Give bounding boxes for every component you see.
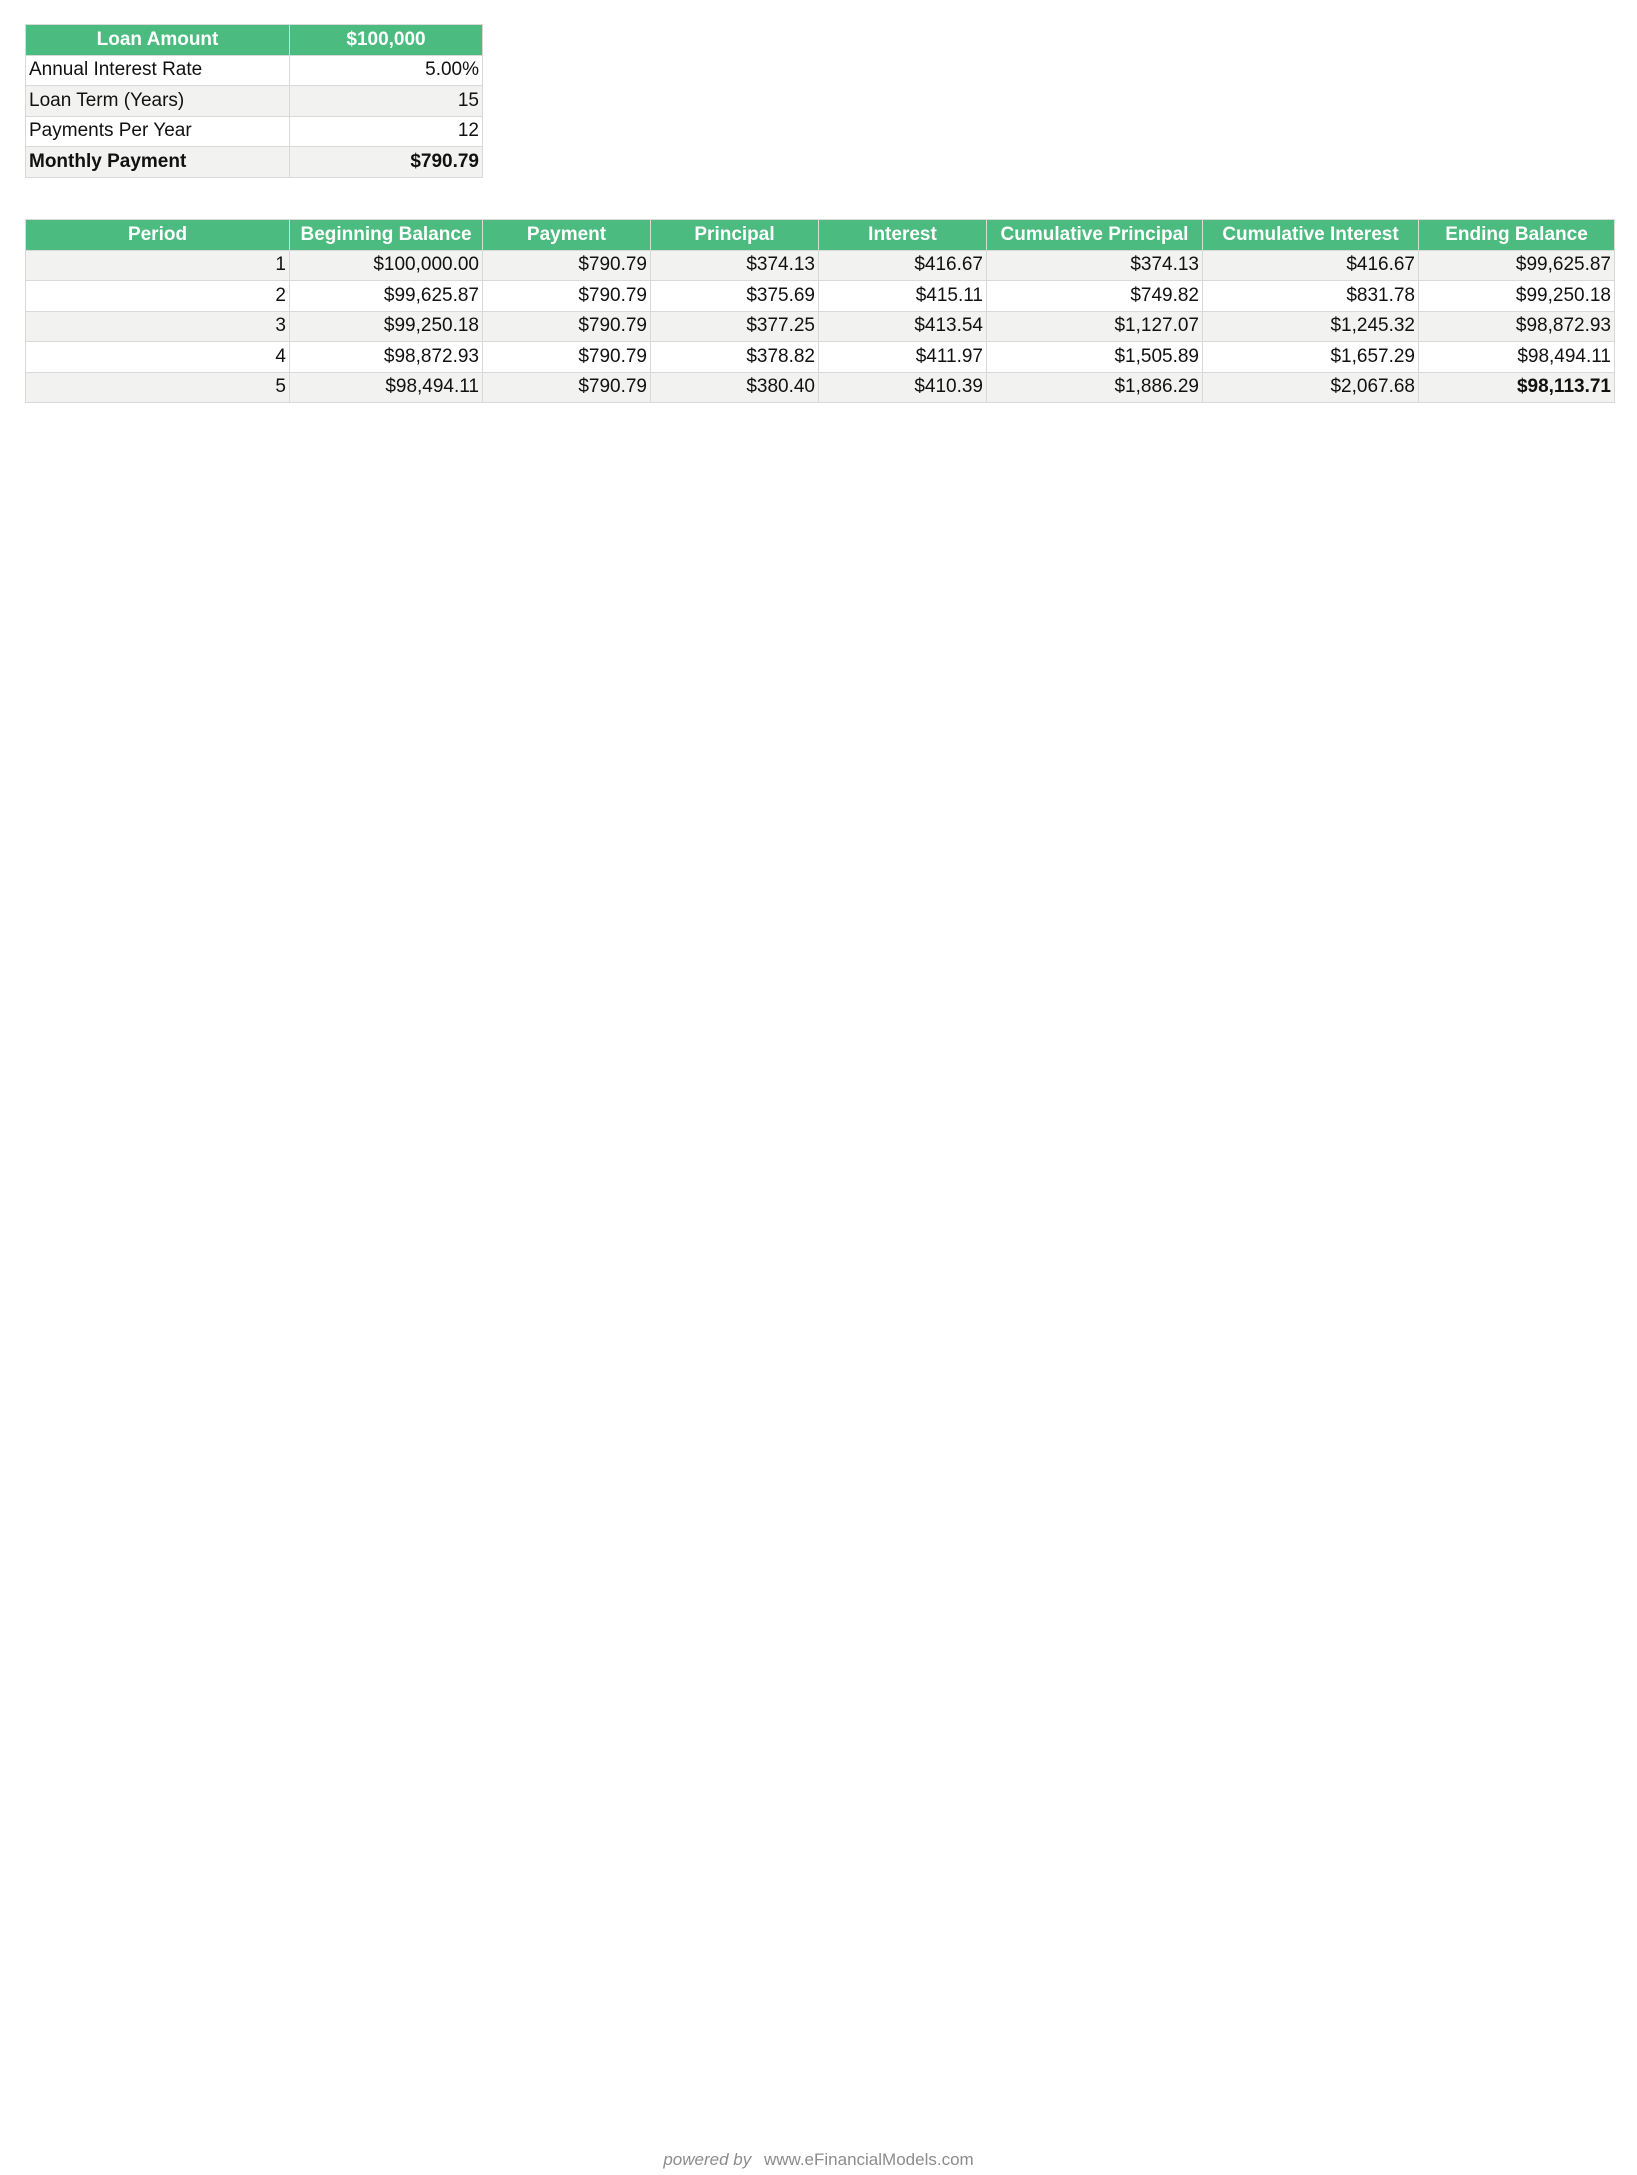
cumulative-interest-cell[interactable]: $1,245.32 [1203,311,1419,342]
schedule-header-row [26,220,1615,251]
cumulative-principal-cell[interactable]: $1,886.29 [987,372,1203,403]
period-cell[interactable]: 3 [26,311,290,342]
table-row [26,281,1615,312]
summary-row-payments-per-year [26,116,483,147]
summary-row-monthly-payment [26,147,483,178]
cumulative-principal-cell[interactable]: $1,127.07 [987,311,1203,342]
beginning-balance-cell[interactable]: $99,250.18 [290,311,483,342]
table-row [26,311,1615,342]
cumulative-interest-cell[interactable]: $2,067.68 [1203,372,1419,403]
interest-cell[interactable]: $413.54 [819,311,987,342]
column-header-payment[interactable]: Payment [483,220,651,251]
payment-cell[interactable]: $790.79 [483,372,651,403]
cumulative-principal-cell[interactable]: $749.82 [987,281,1203,312]
summary-row-interest-rate [26,55,483,86]
ending-balance-cell[interactable]: $99,625.87 [1419,250,1615,281]
loan-term-value[interactable]: 15 [290,86,483,117]
site-url-text: www.eFinancialModels.com [763,2150,974,2169]
interest-cell[interactable]: $411.97 [819,342,987,373]
interest-cell[interactable]: $410.39 [819,372,987,403]
column-header-cumulative-principal[interactable]: Cumulative Principal [987,220,1203,251]
interest-rate-label[interactable]: Annual Interest Rate [26,55,290,86]
column-header-period[interactable]: Period [26,220,290,251]
beginning-balance-cell[interactable]: $98,872.93 [290,342,483,373]
interest-rate-value[interactable]: 5.00% [290,55,483,86]
column-header-interest[interactable]: Interest [819,220,987,251]
column-header-principal[interactable]: Principal [651,220,819,251]
beginning-balance-cell[interactable]: $100,000.00 [290,250,483,281]
principal-cell[interactable]: $374.13 [651,250,819,281]
beginning-balance-cell[interactable]: $99,625.87 [290,281,483,312]
cumulative-principal-cell[interactable]: $1,505.89 [987,342,1203,373]
column-header-beginning-balance[interactable]: Beginning Balance [290,220,483,251]
principal-cell[interactable]: $375.69 [651,281,819,312]
monthly-payment-label[interactable]: Monthly Payment [26,147,290,178]
table-row [26,250,1615,281]
loan-term-label[interactable]: Loan Term (Years) [26,86,290,117]
ending-balance-cell[interactable]: $98,494.11 [1419,342,1615,373]
ending-balance-cell[interactable]: $98,872.93 [1419,311,1615,342]
ending-balance-cell[interactable]: $99,250.18 [1419,281,1615,312]
table-row [26,372,1615,403]
cumulative-interest-cell[interactable]: $831.78 [1203,281,1419,312]
principal-cell[interactable]: $378.82 [651,342,819,373]
principal-cell[interactable]: $380.40 [651,372,819,403]
interest-cell[interactable]: $415.11 [819,281,987,312]
principal-cell[interactable]: $377.25 [651,311,819,342]
period-cell[interactable]: 1 [26,250,290,281]
payment-cell[interactable]: $790.79 [483,342,651,373]
loan-amount-label[interactable]: Loan Amount [26,25,290,56]
summary-row-loan-term [26,86,483,117]
page-footer [0,2150,1637,2170]
cumulative-interest-cell[interactable]: $416.67 [1203,250,1419,281]
beginning-balance-cell[interactable]: $98,494.11 [290,372,483,403]
loan-amount-value[interactable]: $100,000 [290,25,483,56]
period-cell[interactable]: 5 [26,372,290,403]
payments-per-year-label[interactable]: Payments Per Year [26,116,290,147]
column-header-ending-balance[interactable]: Ending Balance [1419,220,1615,251]
cumulative-interest-cell[interactable]: $1,657.29 [1203,342,1419,373]
monthly-payment-value[interactable]: $790.79 [290,147,483,178]
payment-cell[interactable]: $790.79 [483,281,651,312]
amortization-schedule-table [25,219,1615,403]
powered-by-text: powered by [663,2150,752,2169]
cumulative-principal-cell[interactable]: $374.13 [987,250,1203,281]
payment-cell[interactable]: $790.79 [483,311,651,342]
column-header-cumulative-interest[interactable]: Cumulative Interest [1203,220,1419,251]
table-row [26,342,1615,373]
period-cell[interactable]: 4 [26,342,290,373]
loan-summary-table [25,24,483,178]
period-cell[interactable]: 2 [26,281,290,312]
interest-cell[interactable]: $416.67 [819,250,987,281]
payment-cell[interactable]: $790.79 [483,250,651,281]
ending-balance-cell[interactable]: $98,113.71 [1419,372,1615,403]
summary-header-row [26,25,483,56]
payments-per-year-value[interactable]: 12 [290,116,483,147]
